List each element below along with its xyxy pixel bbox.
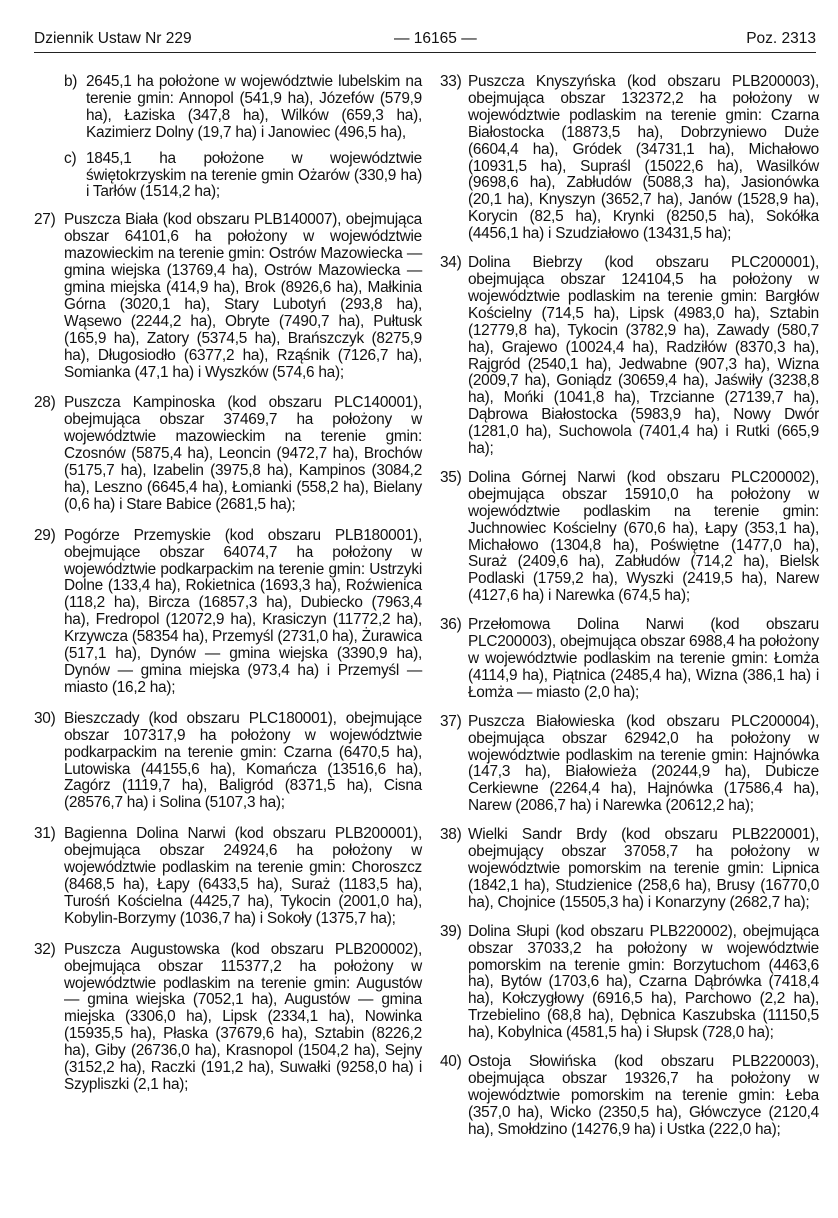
item-number: 28) [34,394,56,412]
item-text: Wielki Sandr Brdy (kod obszaru PLB220001), obejmujący obszar 37058,7 ha położony w województwie pomorskim na terenie gmin: Lipnica (1842,1 ha), Studzienice (258,6 ha), Brusy (16770,0 ha), Chojnice (15505,3 ha) i Konarzyny (2682,7 ha); [468,826,819,911]
item-text: Puszcza Augustowska (kod obszaru PLB200002), obejmująca obszar 115377,2 ha położony w województwie podlaskim na terenie gmin: Augustów — gmina wiejska (7052,1 ha), Augustów — gmina miejska (3306,0 ha), Lipsk (2334,1 ha), Nowinka (15935,5 ha), Płaska (37679,6 ha), Sztabin (8226,2 ha), Giby (26736,0 ha), Krasnopol (1504,2 ha), Sejny (3152,2 ha), Raczki (191,2 ha), Suwałki (9258,0 ha) i Szypliszki (2,1 ha); [64,940,422,1093]
item-number: 32) [34,940,56,958]
list-item-39 [440,924,819,1042]
list-item-30 [34,711,422,812]
page-header [34,30,816,53]
list-item-c [34,151,422,202]
list-item-32 [34,942,422,1094]
list-item-29 [34,528,422,697]
item-text: Bagienna Dolina Narwi (kod obszaru PLB200001), obejmująca obszar 24924,6 ha położony w województwie podlaskim na terenie gmin: Choroszcz (8468,5 ha), Łapy (6433,5 ha), Suraż (1183,5 ha), Turośń Kościelna (4425,7 ha), Tykocin (2001,0 ha), Kobylin-Borzymy (1036,7 ha) i Sokoły (1375,7 ha); [64,825,422,927]
page-number: — 16165 — [394,30,477,47]
item-number: 40) [440,1053,462,1071]
position-number: Poz. 2313 [746,30,816,47]
list-item-38 [440,827,819,912]
right-column [440,74,819,1139]
item-text: 1845,1 ha położone w województwie świętokrzyskim na terenie gmin Ożarów (330,9 ha) i Tarłów (1514,2 ha); [86,149,422,201]
item-number: c) [64,149,77,167]
item-number: 27) [34,211,56,229]
item-number: 34) [440,254,462,272]
list-item-37 [440,714,819,815]
journal-title: Dziennik Ustaw Nr 229 [34,30,192,47]
item-text: Przełomowa Dolina Narwi (kod obszaru PLC200003), obejmująca obszar 6988,4 ha położony w województwie podlaskim na terenie gmin: Łomża (4114,9 ha), Piątnica (2485,4 ha), Wizna (386,1 ha) i Łomża — miasto (2,0 ha); [468,616,819,701]
list-item-36 [440,617,819,702]
item-number: 36) [440,616,462,634]
list-item-34 [440,255,819,458]
item-number: 39) [440,922,462,940]
list-item-40 [440,1054,819,1139]
item-text: Puszcza Białowieska (kod obszaru PLC200004), obejmująca obszar 62942,0 ha położony w województwie podlaskim na terenie gmin: Hajnówka (147,3 ha), Białowieża (20244,9 ha), Dubicze Cerkiewne (2264,4 ha), Hajnówka (17586,4 ha), Narew (2086,7 ha) i Narewka (20612,2 ha); [468,712,819,815]
list-item-35 [440,470,819,605]
item-number: 31) [34,825,56,843]
list-item-33 [440,74,819,243]
list-item-28 [34,395,422,513]
item-text: Dolina Biebrzy (kod obszaru PLC200001), obejmująca obszar 124104,5 ha położony w województwie podlaskim na terenie gmin: Bargłów Kościelny (714,5 ha), Lipsk (4983,0 ha), Sztabin (12779,8 ha), Tykocin (3782,9 ha), Zawady (580,7 ha), Grajewo (10024,4 ha), Radziłów (8370,3 ha), Rajgród (2540,1 ha), Jedwabne (907,3 ha), Wizna (2009,7 ha), Goniądz (30659,4 ha), Jaświły (3238,8 ha), Mońki (1041,8 ha), Trzcianne (27139,7 ha), Dąbrowa Białostocka (5983,9 ha), Nowy Dwór (1281,0 ha), Suchowola (7401,4 ha) i Rutki (665,9 ha); [468,254,819,458]
item-text: Dolina Słupi (kod obszaru PLB220002), obejmująca obszar 37033,2 ha położony w województwie pomorskim na terenie gmin: Borzytuchom (4463,6 ha), Bytów (1703,6 ha), Czarna Dąbrówka (7418,4 ha), Kołczygłowy (6916,5 ha), Parchowo (2,2 ha), Trzebielino (68,8 ha), Dębnica Kaszubska (11150,5 ha), Kobylnica (4581,5 ha) i Słupsk (728,0 ha); [468,922,819,1042]
item-text: Bieszczady (kod obszaru PLC180001), obejmujące obszar 107317,9 ha położony w województwie podkarpackim na terenie gmin: Czarna (6470,5 ha), Lutowiska (44155,6 ha), Komańcza (13516,6 ha), Zagórz (1119,7 ha), Baligród (8371,5 ha), Cisna (28576,7 ha) i Solina (5107,3 ha); [64,709,422,812]
item-number: 38) [440,826,462,844]
item-text: Puszcza Kampinoska (kod obszaru PLC140001), obejmująca obszar 37469,7 ha położony w województwie mazowieckim na terenie gmin: Czosnów (5875,4 ha), Leoncin (9472,7 ha), Brochów (5175,7 ha), Izabelin (3975,8 ha), Kampinos (3084,2 ha), Leszno (6645,4 ha), Łomianki (558,2 ha), Bielany (0,6 ha) i Stare Babice (2681,5 ha); [64,394,422,513]
list-item-b [34,74,422,142]
list-item-31 [34,826,422,927]
item-number: 30) [34,709,56,727]
item-number: 29) [34,526,56,544]
item-text: Puszcza Biała (kod obszaru PLB140007), obejmująca obszar 64101,6 ha położony w województwie mazowieckim na terenie gmin: Ostrów Mazowiecka — gmina wiejska (13769,4 ha), Ostrów Mazowiecka — gmina miejska (414,9 ha), Brok (8926,6 ha), Małkinia Górna (3020,1 ha), Stary Lubotyń (293,8 ha), Wąsewo (2244,2 ha), Obryte (7490,7 ha), Pułtusk (165,9 ha), Zatory (5374,5 ha), Brańszczyk (8275,9 ha), Długosiodło (6377,2 ha), Rząśnik (7126,7 ha), Somianka (47,1 ha) i Wyszków (574,6 ha); [64,211,422,381]
item-text: Puszcza Knyszyńska (kod obszaru PLB200003), obejmująca obszar 132372,2 ha położony w województwie podlaskim na terenie gmin: Czarna Białostocka (18873,5 ha), Dobrzyniewo Duże (6604,4 ha), Gródek (34731,1 ha), Michałowo (10931,5 ha), Supraśl (15022,6 ha), Wasilków (9698,6 ha), Zabłudów (5088,3 ha), Jasionówka (20,1 ha), Knyszyn (3652,7 ha), Janów (1528,9 ha), Korycin (82,5 ha), Krynki (8250,5 ha), Sokółka (4456,1 ha) i Szudziałowo (13431,5 ha); [468,73,819,243]
left-column [34,74,422,1094]
list-item-27 [34,212,422,381]
item-number: 37) [440,712,462,730]
item-text: Ostoja Słowińska (kod obszaru PLB220003), obejmująca obszar 19326,7 ha położony w województwie pomorskim na terenie gmin: Łeba (357,0 ha), Wicko (2350,5 ha), Główczyce (2120,4 ha), Smołdzino (14276,9 ha) i Ustka (222,0 ha); [468,1053,819,1138]
item-number: 35) [440,468,462,486]
item-text: Dolina Górnej Narwi (kod obszaru PLC200002), obejmująca obszar 15910,0 ha położony w województwie podlaskim na terenie gmin: Juchnowiec Kościelny (670,6 ha), Łapy (353,1 ha), Michałowo (1304,8 ha), Poświętne (1477,0 ha), Suraż (2409,6 ha), Zabłudów (714,2 ha), Bielsk Podlaski (1759,2 ha), Wyszki (2419,5 ha), Narew (4127,6 ha) i Narewka (674,5 ha); [468,468,819,605]
item-number: b) [64,73,78,90]
item-number: 33) [440,73,462,90]
item-text: 2645,1 ha położone w województwie lubelskim na terenie gmin: Annopol (541,9 ha), Józefów (579,9 ha), Łaziska (347,8 ha), Wilków (659,3 ha), Kazimierz Dolny (19,7 ha) i Janowiec (496,5 ha), [86,73,422,141]
item-text: Pogórze Przemyskie (kod obszaru PLB180001), obejmujące obszar 64074,7 ha położony w województwie podkarpackim na terenie gmin: Ustrzyki Dolne (133,4 ha), Rokietnica (1693,3 ha), Roźwienica (118,2 ha), Bircza (16857,3 ha), Dubiecko (7963,4 ha), Fredropol (12072,9 ha), Krasiczyn (11772,2 ha), Krzywcza (58354 ha), Przemyśl (2731,0 ha), Żurawica (517,1 ha), Dynów — gmina wiejska (3390,9 ha), Dynów — gmina miejska (973,4 ha) i Przemyśl — miasto (16,2 ha); [64,526,422,696]
